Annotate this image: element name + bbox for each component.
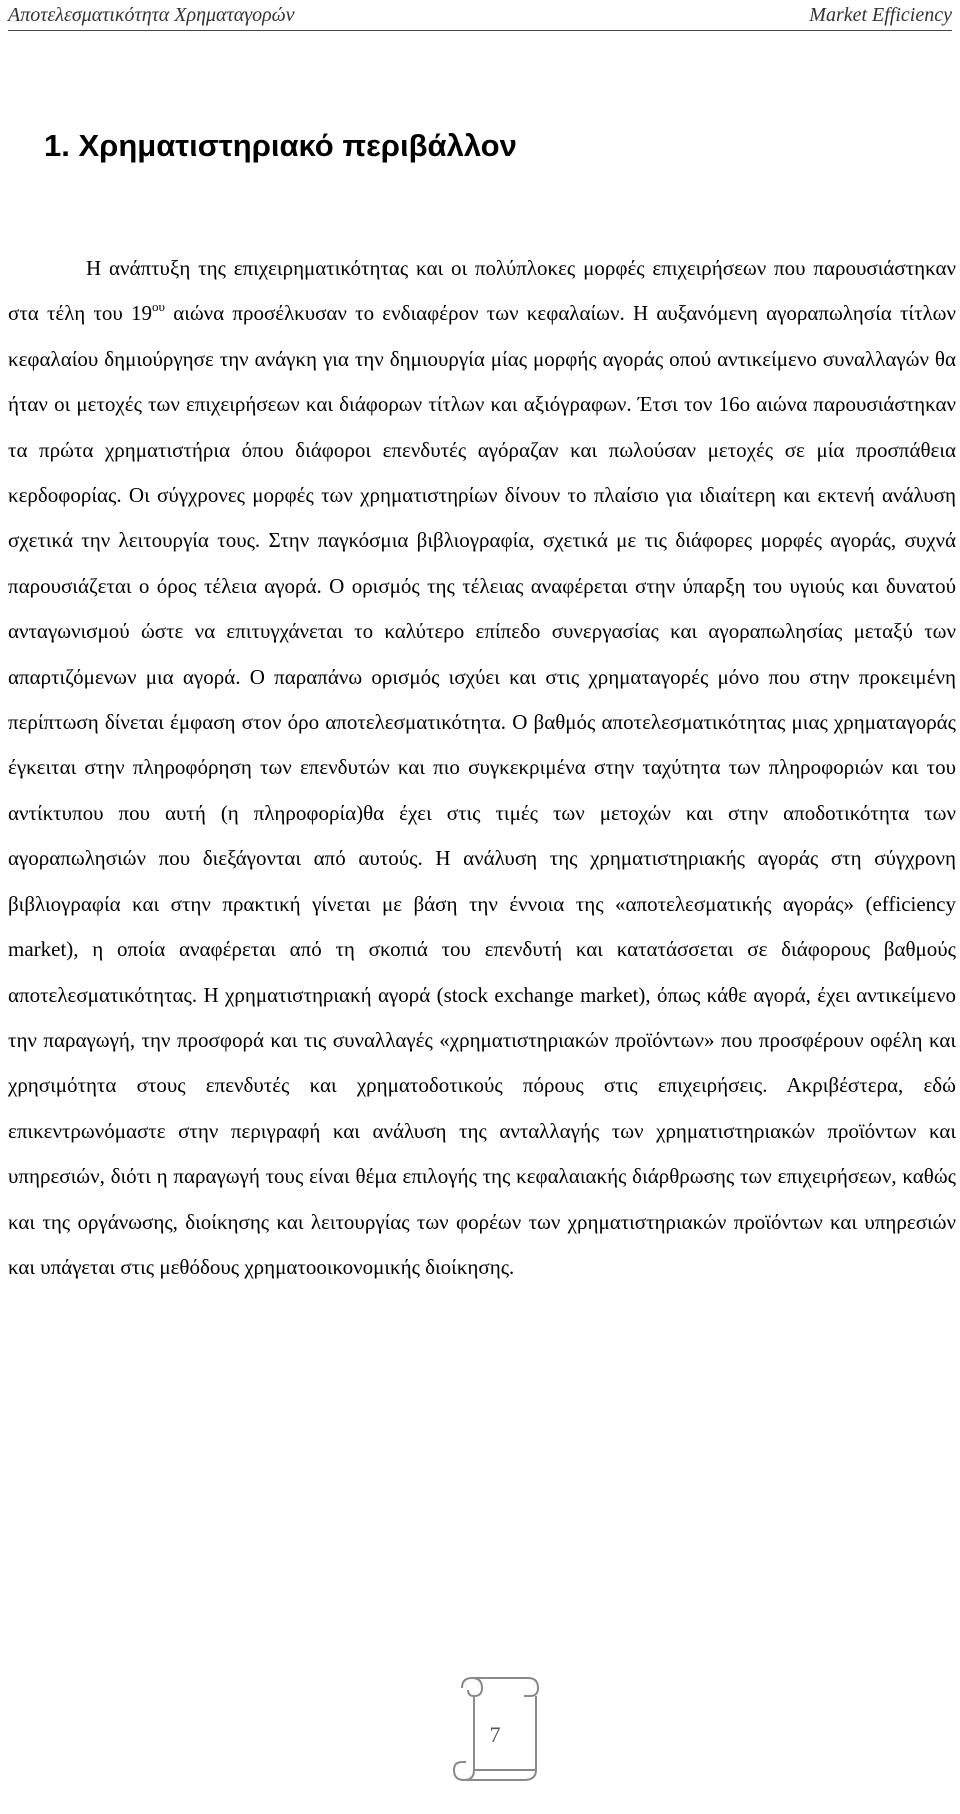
- header-title-greek: Αποτελεσματικότητα Χρηματαγορών: [8, 4, 295, 26]
- page-number: 7: [489, 1722, 501, 1747]
- running-header: [8, 2, 952, 31]
- page-number-badge: [440, 1670, 550, 1788]
- ordinal-superscript: ου: [152, 299, 165, 315]
- header-title-english: Market Efficiency: [809, 4, 952, 26]
- section-title: 1. Χρηματιστηριακό περιβάλλον: [44, 128, 517, 163]
- body-text-part-2: αιώνα προσέλκυσαν το ενδιαφέρον των κεφαλαίων. Η αυξανόμενη αγοραπωλησία τίτλων κεφαλαίου δημιούργησε την ανάγκη για την δημιουργία μίας μορφής αγοράς οπού αντικείμενο συναλλαγών θα ήταν οι μετοχές των επιχειρήσεων και διάφορων τίτλων και αξιόγραφων. Έτσι τον 16ο αιώνα παρουσιάστηκαν τα πρώτα χρηματιστήρια όπου διάφοροι επενδυτές αγόραζαν και πωλούσαν μετοχές σε μία προσπάθεια κερδοφορίας. Οι σύγχρονες μορφές των χρηματιστηρίων δίνουν το πλαίσιο για ιδιαίτερη και εκτενή ανάλυση σχετικά την λειτουργία τους. Στην παγκόσμια βιβλιογραφία, σχετικά με τις διάφορες μορφές αγοράς, συχνά παρουσιάζεται ο όρος τέλεια αγορά. Ο ορισμός της τέλειας αναφέρεται στην ύπαρξη του υγιούς και δυνατού ανταγωνισμού ώστε να επιτυγχάνεται το καλύτερο επίπεδο συνεργασίας και αγοραπωλησίας μεταξύ των απαρτιζόμενων μια αγορά. Ο παραπάνω ορισμός ισχύει και στις χρηματαγορές μόνο που στην προκειμένη περίπτωση δίνεται έμφαση στον όρο αποτελεσματικότητα. Ο βαθμός αποτελεσματικότητας μιας χρηματαγοράς έγκειται στην πληροφόρηση των επενδυτών και πιο συγκεκριμένα στην ταχύτητα των πληροφοριών και του αντίκτυπου που αυτή (η πληροφορία)θα έχει στις τιμές των μετοχών και στην αποδοτικότητα των αγοραπωλησιών που διεξάγονται από αυτούς. Η ανάλυση της χρηματιστηριακής αγοράς στη σύγχρονη βιβλιογραφία και στην πρακτική γίνεται με βάση την έννοια της «αποτελεσματικής αγοράς» (efficiency market), η οποία αναφέρεται από τη σκοπιά του επενδυτή και κατατάσσεται σε διάφορους βαθμούς αποτελεσματικότητας. Η χρηματιστηριακή αγορά (stock exchange market), όπως κάθε αγορά, έχει αντικείμενο την παραγωγή, την προσφορά και τις συναλλαγές «χρηματιστηριακών προϊόντων» που προσφέρουν οφέλη και χρησιμότητα στους επενδυτές και χρηματοδοτικούς πόρους στις επιχειρήσεις. Ακριβέστερα, εδώ επικεντρωνόμαστε στην περιγραφή και ανάλυση της ανταλλαγής των χρηματιστηριακών προϊόντων και υπηρεσιών, διότι η παραγωγή τους είναι θέμα επιλογής της κεφαλαιακής διάρθρωσης των επιχειρήσεων, καθώς και της οργάνωσης, διοίκησης και λειτουργίας των φορέων των χρηματιστηριακών προϊόντων και υπηρεσιών και υπάγεται στις μεθόδους χρηματοοικονομικής διοίκησης.: [8, 301, 957, 1279]
- body-text-part-1: Η ανάπτυξη της επιχειρηματικότητας και οι πολύπλοκες μορφές επιχειρήσεων που παρουσιάστηκαν στα τέλη του 19: [8, 256, 956, 326]
- body-paragraph: [8, 246, 956, 1290]
